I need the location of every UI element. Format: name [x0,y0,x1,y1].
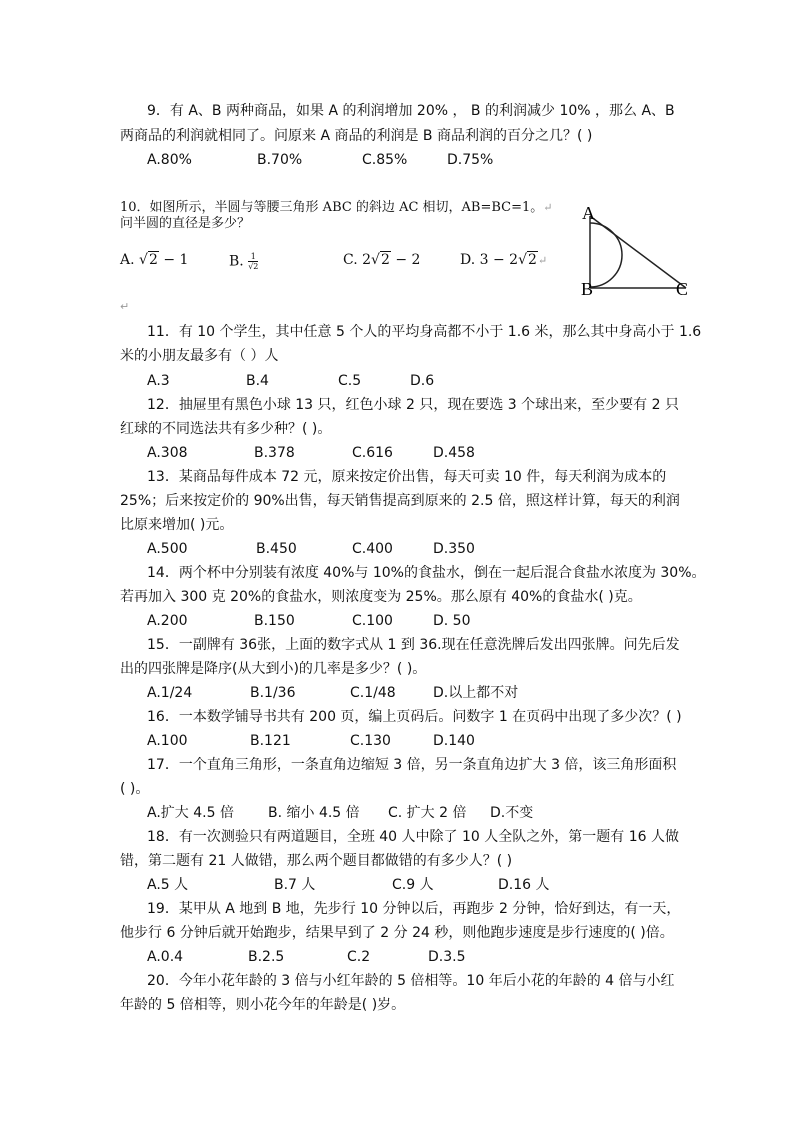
q19-option-d: D.3.5 [428,949,466,965]
q20-text-line1: 20．今年小花年龄的 3 倍与小红年龄的 5 倍相等。10 年后小花的年龄的 4 倍与小红 [147,973,675,989]
q16-option-d: D.140 [433,733,475,749]
q18-option-a: A.5 人 [147,877,189,893]
q13-option-c: C.400 [352,541,393,557]
q19-text-line2: 他步行 6 分钟后就开始跑步，结果早到了 2 分 24 秒，则他跑步速度是步行速度的( )倍。 [120,925,674,941]
q12-text-line1: 12．抽屉里有黑色小球 13 只，红色小球 2 只，现在要选 3 个球出来，至少要有 2 只 [147,397,679,413]
fraction: $\frac{1}{√2}$ [248,252,259,271]
q11-text-line1: 11．有 10 个学生，其中任意 5 个人的平均身高都不小于 1.6 米，那么其中身高小于 1.6 [147,324,702,340]
q9-option-c: C.85% [362,152,408,168]
q10-text-line2: 问半圆的直径是多少？ [120,216,251,231]
q14-option-d: D. 50 [433,613,471,629]
q15-option-b: B.1/36 [250,685,296,701]
q12-option-a: A.308 [147,445,188,461]
q13-option-b: B.450 [256,541,297,557]
vertex-label-c: C [676,279,689,298]
q9-option-d: D.75% [447,152,494,168]
q14-option-c: C.100 [352,613,393,629]
q10-option-a: A. √2 − 1 [120,252,189,268]
return-mark-icon: ↵ [543,201,553,214]
q16-option-a: A.100 [147,733,188,749]
q18-text-line1: 18．有一次测验只有两道题目，全班 40 人中除了 10 人全队之外，第一题有 16 人做 [147,829,679,845]
q20-text-line2: 年龄的 5 倍相等，则小花今年的年龄是( )岁。 [120,997,406,1013]
q15-option-a: A.1/24 [147,685,193,701]
q17-option-a: A.扩大 4.5 倍 [147,805,234,821]
q14-text-line2: 若再加入 300 克 20%的食盐水，则浓度变为 25%。那么原有 40%的食盐水( )克。 [120,589,642,605]
q18-option-d: D.16 人 [498,877,550,893]
q15-option-c: C.1/48 [350,685,396,701]
q13-text-line1: 13．某商品每件成本 72 元，原来按定价出售，每天可卖 10 件，每天利润为成本的 [147,469,667,485]
q19-option-a: A.0.4 [147,949,184,965]
q9-option-a: A.80% [147,152,192,168]
q16-text-line1: 16．一本数学铺导书共有 200 页，编上页码后。问数字 1 在页码中出现了多少次？( ) [147,709,682,725]
q16-option-c: C.130 [350,733,391,749]
q17-text-line2: ( )。 [120,781,150,797]
q14-option-b: B.150 [254,613,295,629]
q10-option-d: D. 3 − 2√2↵ [460,252,548,268]
q19-option-c: C.2 [347,949,371,965]
q11-option-d: D.6 [410,373,435,389]
q19-option-b: B.2.5 [248,949,285,965]
q15-text-line1: 15．一副牌有 36张，上面的数字式从 1 到 36.现在任意洗牌后发出四张牌。问先后发 [147,637,680,653]
q19-text-line1: 19．某甲从 A 地到 B 地，先步行 10 分钟以后，再跑步 2 分钟，恰好到达，有一天， [147,901,681,917]
q13-text-line3: 比原来增加( )元。 [120,517,234,533]
q14-option-a: A.200 [147,613,188,629]
q17-text-line1: 17．一个直角三角形，一条直角边缩短 3 倍，另一条直角边扩大 3 倍，该三角形面积 [147,757,677,773]
q13-text-line2: 25%；后来按定价的 90%出售，每天销售提高到原来的 2.5 倍，照这样计算，每天的利润 [120,493,680,509]
q12-text-line2: 红球的不同选法共有多少种？( )。 [120,421,332,437]
q17-option-c: C. 扩大 2 倍 [388,805,467,821]
q11-option-c: C.5 [338,373,362,389]
q17-option-b: B. 缩小 4.5 倍 [268,805,360,821]
q15-text-line2: 出的四张牌是降序(从大到小)的几率是多少？( )。 [120,661,427,677]
q12-option-b: B.378 [254,445,295,461]
return-mark-icon: ↵ [537,254,548,267]
q14-text-line1: 14．两个杯中分别装有浓度 40%与 10%的食盐水，倒在一起后混合食盐水浓度为 30%。 [147,565,706,581]
semicircle [590,223,622,287]
q17-option-d: D.不变 [490,805,534,821]
q12-option-d: D.458 [433,445,475,461]
q9-text-line2: 两商品的利润就相同了。问原来 A 商品的利润是 B 商品利润的百分之几？( ) [120,128,593,144]
q11-option-b: B.4 [246,373,269,389]
q15-option-d: D.以上都不对 [433,685,519,701]
vertex-label-a: A [582,203,595,223]
vertex-label-b: B [581,279,594,298]
q11-text-line2: 米的小朋友最多有（ ）人 [120,348,279,364]
triangle-semicircle-figure [576,198,694,298]
q12-option-c: C.616 [352,445,393,461]
q9-text-line1: 9．有 A、B 两种商品，如果 A 的利润增加 20% ， B 的利润减少 10% ，那么 A、B [147,103,675,119]
q18-option-b: B.7 人 [274,877,316,893]
q13-option-d: D.350 [433,541,475,557]
return-mark-icon: ↵ [120,300,130,313]
q11-option-a: A.3 [147,373,170,389]
q13-option-a: A.500 [147,541,188,557]
q18-text-line2: 错，第二题有 21 人做错，那么两个题目都做错的有多少人？( ) [120,853,513,869]
q18-option-c: C.9 人 [392,877,434,893]
q16-option-b: B.121 [250,733,291,749]
q10-option-c: C. 2√2 − 2 [343,252,421,268]
q9-option-b: B.70% [257,152,303,168]
q10-text: 10．如图所示，半圆与等腰三角形 ABC 的斜边 AC 相切，AB=BC=1。 [120,200,544,215]
q10-option-b: B. $\frac{1}{√2}$ [229,252,259,271]
